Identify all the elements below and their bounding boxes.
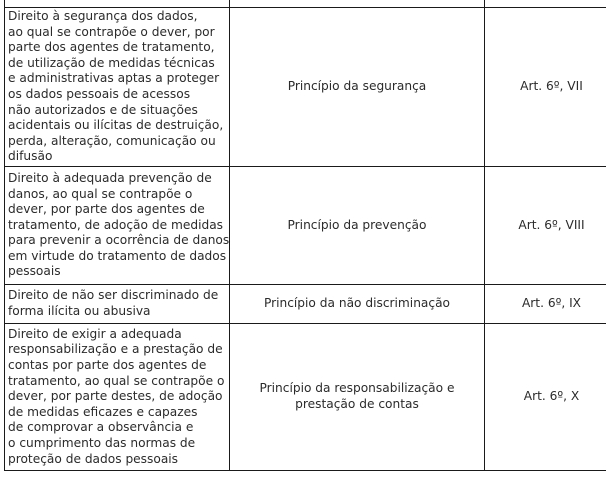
right-text-line: proteção de dados pessoais	[8, 451, 179, 466]
right-cell-partial	[5, 0, 230, 8]
principle-cell-partial	[230, 0, 485, 8]
right-text-line: pessoais	[8, 264, 61, 279]
right-text-line: de comprovar a observância e	[8, 420, 194, 435]
right-text-line: tratamento, ao qual se contrapõe o	[8, 373, 225, 388]
right-text-line: Direito à segurança dos dados,	[8, 9, 198, 24]
right-text-line: danos, ao qual se contrapõe o	[8, 186, 193, 201]
right-text-line: acidentais ou ilícitas de destruição,	[8, 118, 224, 133]
right-cell	[5, 167, 230, 285]
right-text-line: responsabilização e a prestação de	[8, 342, 223, 357]
principle-text-line: Princípio da responsabilização e	[259, 381, 455, 396]
article-cell: Art. 6º, X	[485, 324, 606, 471]
right-text-line: para prevenir a ocorrência de danos	[8, 233, 230, 248]
table-row-partial	[5, 0, 606, 8]
right-cell	[5, 285, 230, 324]
principle-cell: Princípio da segurança	[230, 8, 485, 167]
table-row-non-discrimination	[5, 285, 606, 324]
right-text-line: de utilização de medidas técnicas	[8, 55, 215, 70]
right-text-line: dever, por parte destes, de adoção	[8, 389, 223, 404]
principle-cell: Princípio da prevenção	[230, 167, 485, 285]
right-text-line: parte dos agentes de tratamento,	[8, 40, 215, 55]
right-text-line: Direito à adequada prevenção de	[8, 170, 212, 185]
right-cell	[5, 8, 230, 167]
right-text-line: contas por parte dos agentes de	[8, 358, 207, 373]
table-row-prevention	[5, 167, 606, 285]
principles-table	[4, 0, 606, 471]
principle-text-line: prestação de contas	[295, 397, 419, 411]
right-text-line: os dados pessoais de acessos	[8, 87, 191, 101]
article-cell-partial	[485, 0, 606, 8]
right-text-line: não autorizados e de situações	[8, 102, 198, 117]
right-text-line: tratamento, de adoção de medidas	[8, 217, 224, 232]
article-cell: Art. 6º, IX	[485, 285, 606, 324]
right-text-line: difusão	[8, 149, 53, 164]
right-text-line: ao qual se contrapõe o dever, por	[8, 24, 215, 39]
right-text-line: em virtude do tratamento de dados	[8, 248, 227, 263]
article-cell: Art. 6º, VII	[485, 8, 606, 167]
right-text-line: e administrativas aptas a proteger	[8, 71, 220, 86]
right-text-line: Direito de exigir a adequada	[8, 326, 182, 341]
principle-cell: Princípio da não discriminação	[230, 285, 485, 324]
right-cell	[5, 324, 230, 471]
right-text-line: de medidas eficazes e capazes	[8, 404, 198, 419]
lgpd-principles-table	[4, 0, 603, 471]
table-row-security	[5, 8, 606, 167]
right-text-line: Direito de não ser discriminado de	[8, 288, 219, 303]
right-text-line: forma ilícita ou abusiva	[8, 304, 151, 318]
right-text-line: dever, por parte dos agentes de	[8, 202, 205, 217]
right-text-line: perda, alteração, comunicação ou	[8, 133, 216, 148]
right-text-line: o cumprimento das normas de	[8, 435, 196, 450]
article-cell: Art. 6º, VIII	[485, 167, 606, 285]
principle-cell	[230, 324, 485, 471]
table-row-accountability	[5, 324, 606, 471]
